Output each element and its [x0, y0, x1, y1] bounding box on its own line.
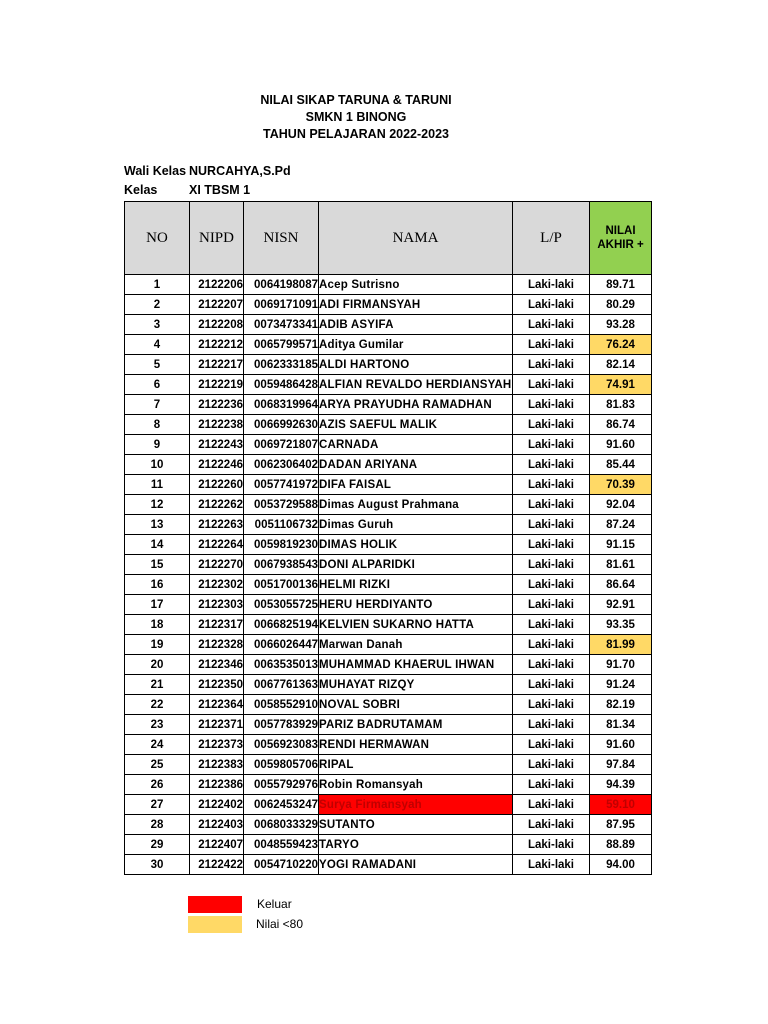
cell-nipd: 2122302 — [190, 575, 244, 595]
cell-nama: SUTANTO — [319, 815, 513, 835]
cell-nipd: 2122364 — [190, 695, 244, 715]
wali-kelas-value: NURCAHYA,S.Pd — [189, 164, 291, 178]
cell-nama: Surya Firmansyah — [319, 795, 513, 815]
cell-no: 6 — [125, 375, 190, 395]
table-row — [125, 835, 652, 855]
cell-nama: Marwan Danah — [319, 635, 513, 655]
table-row — [125, 815, 652, 835]
cell-nilai: 70.39 — [590, 475, 652, 495]
cell-no: 7 — [125, 395, 190, 415]
cell-nama: ALDI HARTONO — [319, 355, 513, 375]
cell-lp: Laki-laki — [513, 515, 590, 535]
cell-no: 11 — [125, 475, 190, 495]
legend-swatch-nilai-low — [188, 916, 242, 933]
cell-nisn: 0051106732 — [244, 515, 319, 535]
cell-lp: Laki-laki — [513, 415, 590, 435]
cell-nipd: 2122407 — [190, 835, 244, 855]
cell-nama: MUHAYAT RIZQY — [319, 675, 513, 695]
col-header-nilai-text: NILAI AKHIR + — [597, 225, 644, 251]
cell-no: 24 — [125, 735, 190, 755]
cell-nipd: 2122328 — [190, 635, 244, 655]
cell-lp: Laki-laki — [513, 355, 590, 375]
cell-nisn: 0056923083 — [244, 735, 319, 755]
cell-lp: Laki-laki — [513, 635, 590, 655]
table-row — [125, 335, 652, 355]
cell-nilai: 91.60 — [590, 735, 652, 755]
legend-label-keluar: Keluar — [257, 897, 292, 911]
cell-no: 1 — [125, 275, 190, 295]
table-row — [125, 415, 652, 435]
kelas-line — [124, 183, 250, 197]
table-row — [125, 795, 652, 815]
cell-nama: DADAN ARIYANA — [319, 455, 513, 475]
cell-lp: Laki-laki — [513, 715, 590, 735]
cell-no: 23 — [125, 715, 190, 735]
col-header-nama: NAMA — [319, 202, 513, 275]
cell-nilai: 85.44 — [590, 455, 652, 475]
cell-no: 16 — [125, 575, 190, 595]
table-row — [125, 535, 652, 555]
table-row — [125, 315, 652, 335]
cell-no: 21 — [125, 675, 190, 695]
cell-nilai: 87.95 — [590, 815, 652, 835]
cell-lp: Laki-laki — [513, 395, 590, 415]
cell-nama: Dimas August Prahmana — [319, 495, 513, 515]
cell-lp: Laki-laki — [513, 775, 590, 795]
cell-nipd: 2122346 — [190, 655, 244, 675]
cell-nilai: 91.24 — [590, 675, 652, 695]
cell-nisn: 0057783929 — [244, 715, 319, 735]
cell-lp: Laki-laki — [513, 475, 590, 495]
cell-nisn: 0063535013 — [244, 655, 319, 675]
cell-nilai: 59.10 — [590, 795, 652, 815]
cell-lp: Laki-laki — [513, 695, 590, 715]
cell-nisn: 0055792976 — [244, 775, 319, 795]
cell-nisn: 0067938543 — [244, 555, 319, 575]
cell-nilai: 93.28 — [590, 315, 652, 335]
cell-nama: Robin Romansyah — [319, 775, 513, 795]
cell-nipd: 2122317 — [190, 615, 244, 635]
cell-lp: Laki-laki — [513, 435, 590, 455]
cell-nipd: 2122263 — [190, 515, 244, 535]
cell-nisn: 0054710220 — [244, 855, 319, 875]
cell-nipd: 2122219 — [190, 375, 244, 395]
cell-nisn: 0062306402 — [244, 455, 319, 475]
cell-nisn: 0069721807 — [244, 435, 319, 455]
cell-nisn: 0066992630 — [244, 415, 319, 435]
cell-lp: Laki-laki — [513, 375, 590, 395]
cell-nilai: 86.64 — [590, 575, 652, 595]
cell-nilai: 82.14 — [590, 355, 652, 375]
cell-nama: ADIB ASYIFA — [319, 315, 513, 335]
cell-nisn: 0062333185 — [244, 355, 319, 375]
cell-nilai: 81.99 — [590, 635, 652, 655]
cell-lp: Laki-laki — [513, 575, 590, 595]
cell-nipd: 2122264 — [190, 535, 244, 555]
cell-nilai: 91.60 — [590, 435, 652, 455]
cell-nilai: 97.84 — [590, 755, 652, 775]
cell-nisn: 0059819230 — [244, 535, 319, 555]
cell-nama: HELMI RIZKI — [319, 575, 513, 595]
cell-no: 19 — [125, 635, 190, 655]
table-row — [125, 575, 652, 595]
cell-nilai: 76.24 — [590, 335, 652, 355]
table-row — [125, 595, 652, 615]
cell-nipd: 2122403 — [190, 815, 244, 835]
cell-nisn: 0051700136 — [244, 575, 319, 595]
cell-lp: Laki-laki — [513, 855, 590, 875]
cell-no: 10 — [125, 455, 190, 475]
cell-nisn: 0062453247 — [244, 795, 319, 815]
cell-no: 30 — [125, 855, 190, 875]
cell-nama: DIFA FAISAL — [319, 475, 513, 495]
cell-nipd: 2122217 — [190, 355, 244, 375]
cell-nilai: 86.74 — [590, 415, 652, 435]
cell-no: 28 — [125, 815, 190, 835]
cell-nipd: 2122386 — [190, 775, 244, 795]
table-row — [125, 295, 652, 315]
cell-no: 25 — [125, 755, 190, 775]
cell-nilai: 93.35 — [590, 615, 652, 635]
cell-nilai: 92.04 — [590, 495, 652, 515]
cell-nipd: 2122270 — [190, 555, 244, 575]
table-row — [125, 375, 652, 395]
cell-nipd: 2122303 — [190, 595, 244, 615]
cell-lp: Laki-laki — [513, 655, 590, 675]
cell-lp: Laki-laki — [513, 535, 590, 555]
cell-lp: Laki-laki — [513, 675, 590, 695]
cell-nilai: 81.34 — [590, 715, 652, 735]
cell-nilai: 89.71 — [590, 275, 652, 295]
cell-nipd: 2122262 — [190, 495, 244, 515]
col-header-no: NO — [125, 202, 190, 275]
col-header-nipd: NIPD — [190, 202, 244, 275]
cell-nisn: 0053055725 — [244, 595, 319, 615]
cell-nama: Acep Sutrisno — [319, 275, 513, 295]
table-row — [125, 735, 652, 755]
table-row — [125, 435, 652, 455]
col-header-nisn: NISN — [244, 202, 319, 275]
cell-nilai: 91.15 — [590, 535, 652, 555]
cell-nilai: 74.91 — [590, 375, 652, 395]
table-row — [125, 855, 652, 875]
cell-no: 9 — [125, 435, 190, 455]
cell-nisn: 0048559423 — [244, 835, 319, 855]
cell-nilai: 87.24 — [590, 515, 652, 535]
cell-nama: DONI ALPARIDKI — [319, 555, 513, 575]
cell-no: 26 — [125, 775, 190, 795]
cell-no: 27 — [125, 795, 190, 815]
cell-no: 15 — [125, 555, 190, 575]
cell-nisn: 0073473341 — [244, 315, 319, 335]
cell-lp: Laki-laki — [513, 495, 590, 515]
cell-no: 2 — [125, 295, 190, 315]
cell-lp: Laki-laki — [513, 735, 590, 755]
cell-nisn: 0066825194 — [244, 615, 319, 635]
kelas-label: Kelas — [124, 183, 158, 197]
table-row — [125, 655, 652, 675]
cell-nama: DIMAS HOLIK — [319, 535, 513, 555]
legend-swatch-keluar — [188, 896, 242, 913]
cell-no: 29 — [125, 835, 190, 855]
cell-no: 5 — [125, 355, 190, 375]
cell-nipd: 2122260 — [190, 475, 244, 495]
cell-nilai: 92.91 — [590, 595, 652, 615]
cell-lp: Laki-laki — [513, 555, 590, 575]
cell-nipd: 2122238 — [190, 415, 244, 435]
cell-no: 18 — [125, 615, 190, 635]
table-row — [125, 715, 652, 735]
doc-title: NILAI SIKAP TARUNA & TARUNI — [260, 93, 452, 107]
cell-nipd: 2122402 — [190, 795, 244, 815]
cell-nipd: 2122246 — [190, 455, 244, 475]
cell-lp: Laki-laki — [513, 315, 590, 335]
cell-lp: Laki-laki — [513, 815, 590, 835]
cell-nipd: 2122236 — [190, 395, 244, 415]
table-row — [125, 515, 652, 535]
table-row — [125, 555, 652, 575]
cell-nisn: 0067761363 — [244, 675, 319, 695]
cell-lp: Laki-laki — [513, 295, 590, 315]
table-row — [125, 775, 652, 795]
cell-nisn: 0066026447 — [244, 635, 319, 655]
cell-no: 12 — [125, 495, 190, 515]
cell-no: 13 — [125, 515, 190, 535]
cell-nilai: 91.70 — [590, 655, 652, 675]
cell-lp: Laki-laki — [513, 455, 590, 475]
cell-nipd: 2122371 — [190, 715, 244, 735]
cell-nama: ARYA PRAYUDHA RAMADHAN — [319, 395, 513, 415]
table-row — [125, 675, 652, 695]
legend-label-nilai-low: Nilai <80 — [256, 917, 304, 931]
cell-lp: Laki-laki — [513, 615, 590, 635]
cell-nilai: 88.89 — [590, 835, 652, 855]
cell-nisn: 0064198087 — [244, 275, 319, 295]
wali-kelas-label: Wali Kelas — [124, 164, 187, 178]
cell-no: 22 — [125, 695, 190, 715]
col-header-nilai — [590, 202, 652, 275]
cell-nilai: 94.00 — [590, 855, 652, 875]
cell-no: 3 — [125, 315, 190, 335]
cell-no: 14 — [125, 535, 190, 555]
header-row — [125, 202, 652, 275]
cell-nipd: 2122373 — [190, 735, 244, 755]
cell-nama: HERU HERDIYANTO — [319, 595, 513, 615]
cell-nipd: 2122207 — [190, 295, 244, 315]
col-header-lp: L/P — [513, 202, 590, 275]
cell-nisn: 0069171091 — [244, 295, 319, 315]
cell-nisn: 0065799571 — [244, 335, 319, 355]
cell-nisn: 0068033329 — [244, 815, 319, 835]
cell-nipd: 2122206 — [190, 275, 244, 295]
cell-nisn: 0059486428 — [244, 375, 319, 395]
table-row — [125, 355, 652, 375]
cell-nama: AZIS SAEFUL MALIK — [319, 415, 513, 435]
cell-nama: Aditya Gumilar — [319, 335, 513, 355]
cell-nama: Dimas Guruh — [319, 515, 513, 535]
cell-lp: Laki-laki — [513, 335, 590, 355]
cell-nilai: 94.39 — [590, 775, 652, 795]
grades-table — [124, 201, 652, 875]
cell-nisn: 0053729588 — [244, 495, 319, 515]
table-row — [125, 455, 652, 475]
cell-nisn: 0058552910 — [244, 695, 319, 715]
cell-no: 4 — [125, 335, 190, 355]
school-year: TAHUN PELAJARAN 2022-2023 — [263, 127, 449, 141]
cell-nilai: 80.29 — [590, 295, 652, 315]
cell-no: 17 — [125, 595, 190, 615]
cell-nilai: 82.19 — [590, 695, 652, 715]
cell-nama: MUHAMMAD KHAERUL IHWAN — [319, 655, 513, 675]
cell-nisn: 0068319964 — [244, 395, 319, 415]
cell-lp: Laki-laki — [513, 275, 590, 295]
cell-nipd: 2122208 — [190, 315, 244, 335]
cell-nipd: 2122350 — [190, 675, 244, 695]
table-row — [125, 275, 652, 295]
cell-no: 8 — [125, 415, 190, 435]
cell-nama: KELVIEN SUKARNO HATTA — [319, 615, 513, 635]
cell-nilai: 81.83 — [590, 395, 652, 415]
cell-nipd: 2122243 — [190, 435, 244, 455]
cell-nisn: 0057741972 — [244, 475, 319, 495]
cell-lp: Laki-laki — [513, 595, 590, 615]
cell-nama: TARYO — [319, 835, 513, 855]
table-row — [125, 755, 652, 775]
cell-nipd: 2122422 — [190, 855, 244, 875]
cell-lp: Laki-laki — [513, 835, 590, 855]
school-name: SMKN 1 BINONG — [305, 110, 407, 124]
cell-nipd: 2122383 — [190, 755, 244, 775]
table-row — [125, 695, 652, 715]
cell-nisn: 0059805706 — [244, 755, 319, 775]
cell-nama: PARIZ BADRUTAMAM — [319, 715, 513, 735]
wali-kelas-line — [124, 164, 291, 178]
cell-nama: RENDI HERMAWAN — [319, 735, 513, 755]
table-row — [125, 495, 652, 515]
cell-nama: ALFIAN REVALDO HERDIANSYAH — [319, 375, 513, 395]
cell-no: 20 — [125, 655, 190, 675]
cell-nilai: 81.61 — [590, 555, 652, 575]
cell-nipd: 2122212 — [190, 335, 244, 355]
kelas-value: XI TBSM 1 — [189, 183, 251, 197]
table-row — [125, 615, 652, 635]
cell-nama: NOVAL SOBRI — [319, 695, 513, 715]
cell-lp: Laki-laki — [513, 755, 590, 775]
cell-nama: ADI FIRMANSYAH — [319, 295, 513, 315]
table-row — [125, 635, 652, 655]
cell-nama: RIPAL — [319, 755, 513, 775]
cell-nama: CARNADA — [319, 435, 513, 455]
cell-nama: YOGI RAMADANI — [319, 855, 513, 875]
cell-lp: Laki-laki — [513, 795, 590, 815]
table-row — [125, 395, 652, 415]
table-row — [125, 475, 652, 495]
